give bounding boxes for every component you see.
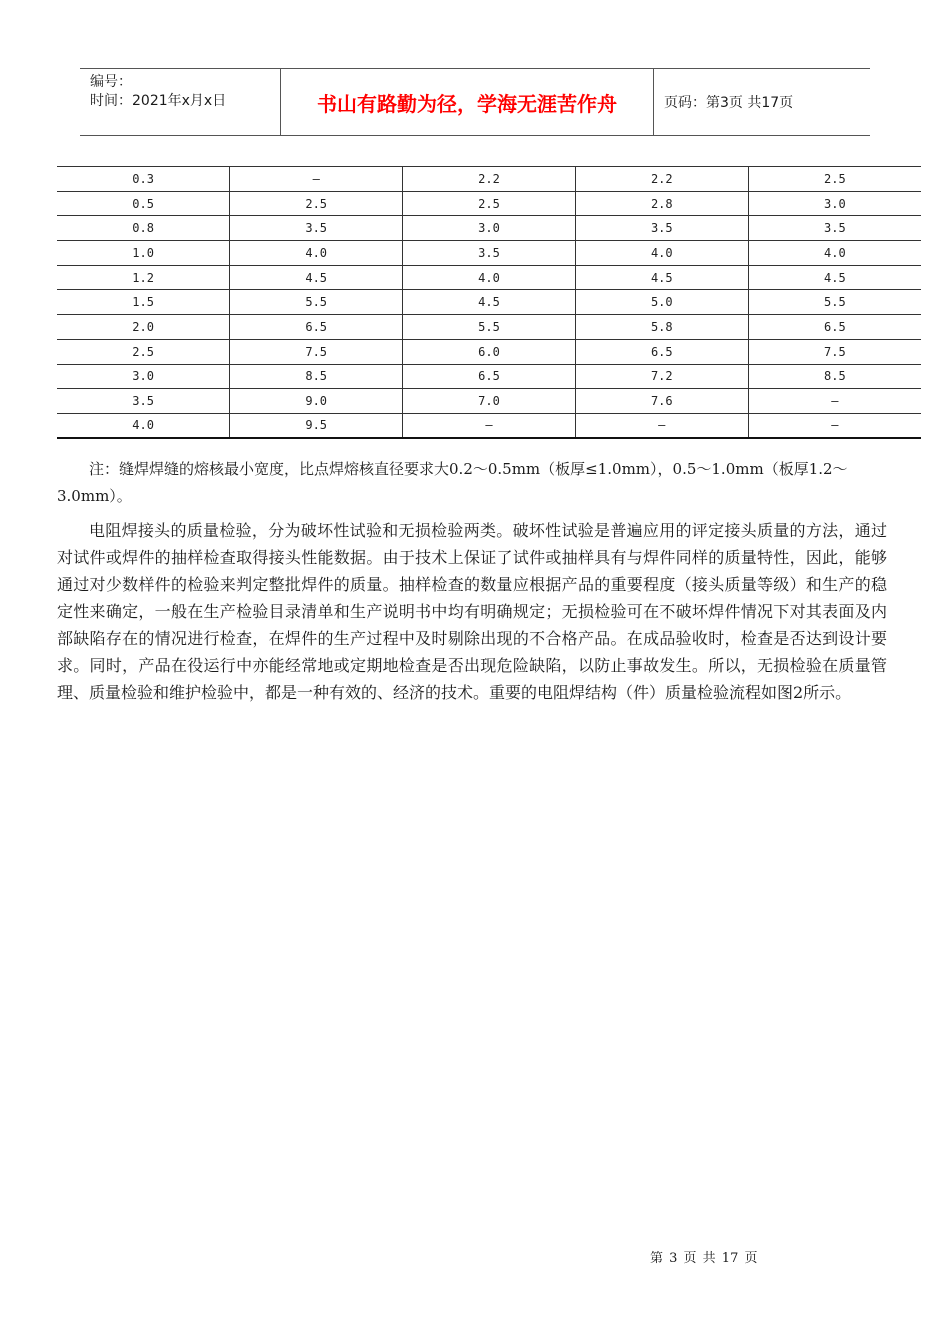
table-cell: 7.6 xyxy=(575,389,748,414)
body-paragraph: 电阻焊接头的质量检验，分为破坏性试验和无损检验两类。破坏性试验是普遍应用的评定接头质量的方法，通过对试件或焊件的抽样检查取得接头性能数据。由于技术上保证了试件或抽样具有与焊件同样的质量特性，因此，能够通过对少数样件的检验来判定整批焊件的质量。抽样检查的数量应根据产品的重要程度（接头质量等级）和生产的稳定性来确定，一般在生产检验目录清单和生产说明书中均有明确规定；无损检验可在不破坏焊件情况下对其表面及内部缺陷存在的情况进行检查，在焊件的生产过程中及时剔除出现的不合格产品。在成品验收时，检查是否达到设计要求。同时，产品在役运行中亦能经常地或定期地检查是否出现危险缺陷，以防止事故发生。所以，无损检验在质量管理、质量检验和维护检验中，都是一种有效的、经济的技术。重要的电阻焊结构（件）质量检验流程如图2所示。 xyxy=(57,521,887,702)
header-motto: 书山有路勤为径，学海无涯苦作舟 xyxy=(281,69,654,135)
table-cell: 6.0 xyxy=(403,339,576,364)
table-cell: — xyxy=(230,167,403,192)
table-cell: 4.0 xyxy=(57,413,230,438)
table-cell: 5.5 xyxy=(748,290,921,315)
table-cell: 1.0 xyxy=(57,241,230,266)
table-cell: 7.5 xyxy=(230,339,403,364)
table-cell: 2.5 xyxy=(230,191,403,216)
table-cell: 8.5 xyxy=(230,364,403,389)
table-cell: 3.0 xyxy=(57,364,230,389)
table-cell: 2.2 xyxy=(403,167,576,192)
table-cell: 6.5 xyxy=(575,339,748,364)
table-cell: 3.5 xyxy=(575,216,748,241)
table-row xyxy=(57,167,921,192)
table-cell: 7.2 xyxy=(575,364,748,389)
document-date: 时间：2021年x月x日 xyxy=(90,93,227,109)
table-cell: 9.0 xyxy=(230,389,403,414)
table-cell: 3.5 xyxy=(230,216,403,241)
document-number-label: 编号： xyxy=(90,74,132,90)
table-cell: — xyxy=(403,413,576,438)
table-row xyxy=(57,265,921,290)
table-cell: 5.5 xyxy=(403,315,576,340)
table-cell: 6.5 xyxy=(230,315,403,340)
table-cell: 0.3 xyxy=(57,167,230,192)
header-meta xyxy=(80,69,281,135)
table-cell: — xyxy=(748,413,921,438)
table-cell: 8.5 xyxy=(748,364,921,389)
table-note: 注：缝焊焊缝的熔核最小宽度，比点焊熔核直径要求大0.2～0.5mm（板厚≤1.0mm），0.5～1.0mm（板厚1.2～3.0mm）。 xyxy=(57,460,848,505)
table-cell: 0.5 xyxy=(57,191,230,216)
table-row xyxy=(57,413,921,438)
weld-dimension-table xyxy=(57,166,921,439)
table-cell: 2.0 xyxy=(57,315,230,340)
table-cell: 5.8 xyxy=(575,315,748,340)
table-cell: 2.5 xyxy=(57,339,230,364)
header-page-info: 页码：第3页 共17页 xyxy=(664,95,794,111)
table-cell: 4.5 xyxy=(230,265,403,290)
table-cell: 7.0 xyxy=(403,389,576,414)
table-cell: 2.5 xyxy=(403,191,576,216)
table-row xyxy=(57,290,921,315)
table-cell: 4.0 xyxy=(748,241,921,266)
table-cell: 3.5 xyxy=(748,216,921,241)
table-row xyxy=(57,216,921,241)
table-row xyxy=(57,389,921,414)
table-cell: 2.8 xyxy=(575,191,748,216)
table-cell: 4.5 xyxy=(403,290,576,315)
table-cell: 4.0 xyxy=(403,265,576,290)
table-cell: 6.5 xyxy=(748,315,921,340)
table-cell: 5.5 xyxy=(230,290,403,315)
table-cell: 2.2 xyxy=(575,167,748,192)
table-cell: 7.5 xyxy=(748,339,921,364)
table-cell: 3.5 xyxy=(403,241,576,266)
table-cell: 3.0 xyxy=(403,216,576,241)
table-cell: 9.5 xyxy=(230,413,403,438)
table-row xyxy=(57,191,921,216)
table-cell: 3.0 xyxy=(748,191,921,216)
table-cell: 5.0 xyxy=(575,290,748,315)
table-cell: 2.5 xyxy=(748,167,921,192)
page-header xyxy=(80,68,870,136)
table-cell: 4.0 xyxy=(575,241,748,266)
table-row xyxy=(57,241,921,266)
table-cell: 4.5 xyxy=(575,265,748,290)
table-cell: 4.5 xyxy=(748,265,921,290)
table-cell: 1.5 xyxy=(57,290,230,315)
page-footer: 第 3 页 共 17 页 xyxy=(650,1251,758,1266)
table-cell: 0.8 xyxy=(57,216,230,241)
table-row xyxy=(57,364,921,389)
table-cell: — xyxy=(575,413,748,438)
table-cell: 4.0 xyxy=(230,241,403,266)
table-cell: 3.5 xyxy=(57,389,230,414)
table-cell: 6.5 xyxy=(403,364,576,389)
table-cell: 1.2 xyxy=(57,265,230,290)
table-row xyxy=(57,315,921,340)
table-row xyxy=(57,339,921,364)
table-cell: — xyxy=(748,389,921,414)
